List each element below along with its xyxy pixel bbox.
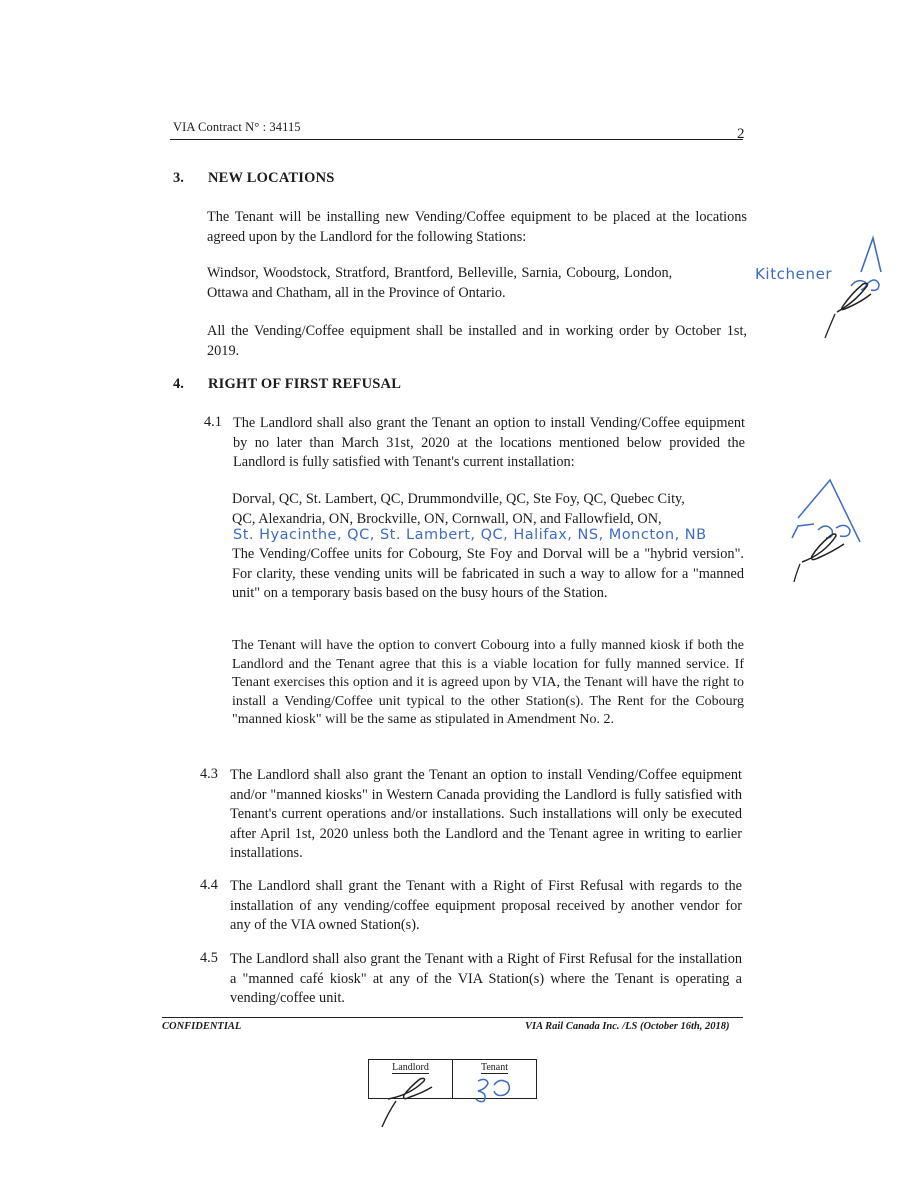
- clause-4-5-body: The Landlord shall also grant the Tenant with a Right of First Refusal for the installation a "manned café kiosk" at any of the VIA Station(s) where the Tenant is operating a vending/coffee unit.: [230, 951, 742, 1006]
- section-3-number: 3.: [173, 170, 184, 186]
- tenant-initials-signature: [476, 1079, 509, 1101]
- landlord-label: Landlord: [392, 1062, 429, 1073]
- insertion-caret-icon-2: [798, 480, 860, 542]
- page-number: 2: [737, 126, 745, 142]
- margin-initials-section-4: [788, 478, 893, 588]
- clause-4-1-locations: [232, 490, 752, 529]
- tenant-label: Tenant: [480, 1062, 509, 1073]
- section-3-para-3-text: [207, 322, 747, 361]
- clause-4-1-text: [233, 414, 745, 473]
- ontario-stations-line-2: Ottawa and Chatham, all in the Province of Ontario.: [207, 284, 506, 301]
- landlord-signature-mark: [837, 283, 871, 312]
- landlord-signature-mark-2: [802, 534, 844, 562]
- clause-4-1-cobourg-para: [232, 637, 744, 730]
- confidential-label: CONFIDENTIAL: [162, 1021, 242, 1032]
- section-3-para-3: [207, 322, 747, 361]
- landlord-initials-signature: [388, 1078, 432, 1099]
- section-4-number: 4.: [173, 376, 184, 392]
- installation-deadline-text: All the Vending/Coffee equipment shall be installed and in working order by October 1st, 2019.: [207, 323, 747, 359]
- clause-4-5-text: [230, 950, 742, 1009]
- clause-4-4-body: The Landlord shall grant the Tenant with a Right of First Refusal with regards to the installation of any vending/coffee equipment proposal received by another vendor for any of the VIA owned Station(s).: [230, 878, 742, 933]
- ontario-stations-line-1: Windsor, Woodstock, Stratford, Brantford, Belleville, Sarnia, Cobourg, London,: [207, 265, 673, 281]
- clause-4-3-number: 4.3: [200, 766, 218, 782]
- section-3-para-1: [207, 208, 747, 247]
- clause-4-1-hybrid-para: [232, 545, 744, 604]
- section-4-title: RIGHT OF FIRST REFUSAL: [208, 376, 402, 392]
- margin-initials-section-3: [815, 232, 895, 352]
- quebec-stations-line-1: Dorval, QC, St. Lambert, QC, Drummondville, QC, Ste Foy, QC, Quebec City,: [232, 491, 685, 507]
- quebec-stations-line-2: QC, Alexandria, ON, Brockville, ON, Cornwall, ON, and Fallowfield, ON,: [232, 510, 662, 527]
- clause-4-3-text: [230, 766, 742, 864]
- section-3-title: NEW LOCATIONS: [208, 170, 335, 186]
- section-3-para-2: [207, 264, 747, 303]
- hybrid-version-text: The Vending/Coffee units for Cobourg, Ste Foy and Dorval will be a "hybrid version". For clarity, these vending units will be fabricated in such a way to allow for a "manned unit" on a temporary basis based on the busy hours of the Station.: [232, 546, 744, 601]
- clause-4-1-body: The Landlord shall also grant the Tenant an option to install Vending/Coffee equipment by no later than March 31st, 2020 at the locations mentioned below provided the Landlord is fully satisfied with Tenant's current installation:: [233, 415, 745, 470]
- cobourg-kiosk-text: The Tenant will have the option to convert Cobourg into a fully manned kiosk if both the Landlord and the Tenant agree that this is a viable location for fully manned service. If Tenant exercises this option and it is agreed upon by VIA, the Tenant will have the right to install a Vending/Coffee unit typical to the other Station(s). The Rent for the Cobourg "manned kiosk" will be the same as stipulated in Amendment No. 2.: [232, 638, 744, 728]
- clause-4-4-number: 4.4: [200, 877, 218, 893]
- insertion-caret-icon: [861, 238, 881, 272]
- handwritten-kitchener: Kitchener: [755, 265, 833, 283]
- section-3-para-1-text: The Tenant will be installing new Vending/Coffee equipment to be placed at the locations agreed upon by the Landlord for the following Stations:: [207, 209, 747, 245]
- contract-number: VIA Contract N° : 34115: [173, 120, 301, 134]
- tenant-initials-mark-2: [792, 524, 850, 538]
- header-rule: [170, 139, 743, 140]
- footer-rule: [162, 1017, 743, 1018]
- clause-4-4-text: [230, 877, 742, 936]
- clause-4-5-number: 4.5: [200, 950, 218, 966]
- footer-company-date: VIA Rail Canada Inc. /LS (October 16th, 2018): [525, 1021, 730, 1032]
- clause-4-1-number: 4.1: [204, 414, 222, 430]
- clause-4-3-body: The Landlord shall also grant the Tenant an option to install Vending/Coffee equipment and/or "manned kiosks" in Western Canada providing the Landlord is fully satisfied with Tenant's current operations and/or installations. Such installations will only be executed after April 1st, 2020 unless both the Landlord and the Tenant agree in writing to earlier installations.: [230, 767, 742, 861]
- initials-box-signatures: [368, 1059, 538, 1129]
- handwritten-added-stations: St. Hyacinthe, QC, St. Lambert, QC, Halifax, NS, Moncton, NB: [233, 527, 707, 543]
